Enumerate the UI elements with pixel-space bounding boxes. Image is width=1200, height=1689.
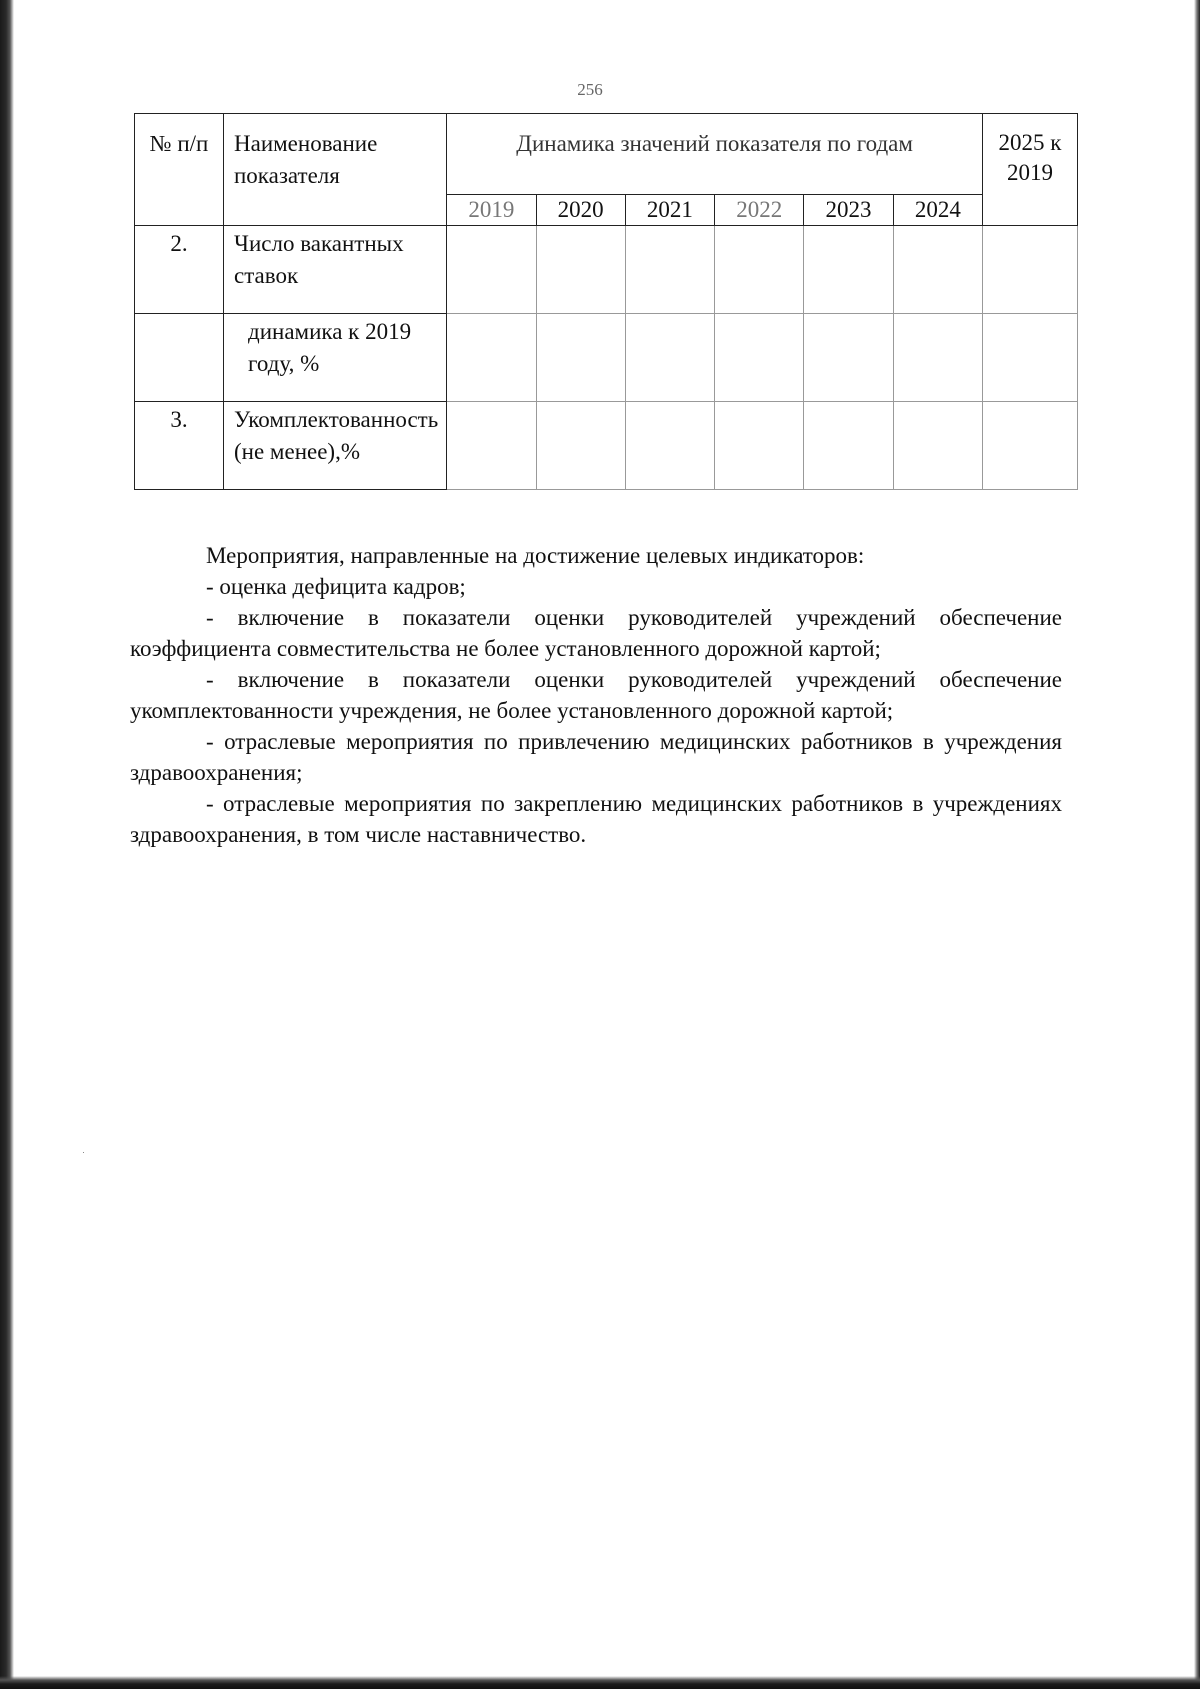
- value-cell: [625, 226, 714, 314]
- value-cell: [983, 226, 1078, 314]
- measure-item: - включение в показатели оценки руководителей учреждений обеспечение коэффициента совместительства не более установленного дорожной картой;: [130, 605, 1062, 661]
- year-2021: 2021: [625, 195, 714, 226]
- value-cell: [625, 402, 714, 490]
- value-cell: [804, 314, 893, 402]
- value-cell: [536, 226, 625, 314]
- measures-section: [130, 540, 1062, 850]
- table-header-row: [135, 114, 1078, 195]
- year-2019: 2019: [447, 195, 536, 226]
- year-2022: 2022: [715, 195, 804, 226]
- scan-speck: [83, 1152, 84, 1153]
- value-cell: [804, 226, 893, 314]
- table-row: [135, 314, 1078, 402]
- value-cell: [625, 314, 714, 402]
- value-cell: [536, 402, 625, 490]
- row-name: Укомплектованность (не менее),%: [224, 402, 447, 490]
- value-cell: [715, 402, 804, 490]
- scan-edge-right: [1194, 0, 1200, 1689]
- row-num: [135, 314, 224, 402]
- header-num: № п/п: [135, 114, 224, 226]
- value-cell: [536, 314, 625, 402]
- year-2024: 2024: [893, 195, 982, 226]
- indicators-table: [134, 113, 1078, 490]
- value-cell: [804, 402, 893, 490]
- scan-edge-bottom: [0, 1676, 1200, 1689]
- table-row: [135, 402, 1078, 490]
- value-cell: [893, 402, 982, 490]
- value-cell: [983, 314, 1078, 402]
- value-cell: [447, 314, 536, 402]
- header-name: Наименование показателя: [224, 114, 447, 226]
- header-dynamics: Динамика значений показателя по годам: [447, 114, 983, 195]
- value-cell: [715, 226, 804, 314]
- value-cell: [715, 314, 804, 402]
- row-num: 3.: [135, 402, 224, 490]
- year-2020: 2020: [536, 195, 625, 226]
- value-cell: [893, 226, 982, 314]
- measures-intro: Мероприятия, направленные на достижение целевых индикаторов:: [206, 543, 865, 568]
- measure-item: - отраслевые мероприятия по закреплению медицинских работников в учреждениях здравоохранения, в том числе наставничество.: [130, 791, 1062, 847]
- measure-item: - отраслевые мероприятия по привлечению медицинских работников в учреждения здравоохранения;: [130, 729, 1062, 785]
- value-cell: [447, 402, 536, 490]
- page-number: 256: [577, 80, 603, 99]
- value-cell: [447, 226, 536, 314]
- row-name: динамика к 2019 году, %: [224, 314, 447, 402]
- row-num: 2.: [135, 226, 224, 314]
- value-cell: [983, 402, 1078, 490]
- year-2023: 2023: [804, 195, 893, 226]
- scan-edge-left: [0, 0, 14, 1689]
- header-ratio: 2025 к 2019: [983, 114, 1078, 226]
- measure-item: - включение в показатели оценки руководителей учреждений обеспечение укомплектованности учреждения, не более установленного дорожной картой;: [130, 667, 1062, 723]
- row-name: Число вакантных ставок: [224, 226, 447, 314]
- measure-item: - оценка дефицита кадров;: [206, 574, 466, 599]
- value-cell: [893, 314, 982, 402]
- table-row: [135, 226, 1078, 314]
